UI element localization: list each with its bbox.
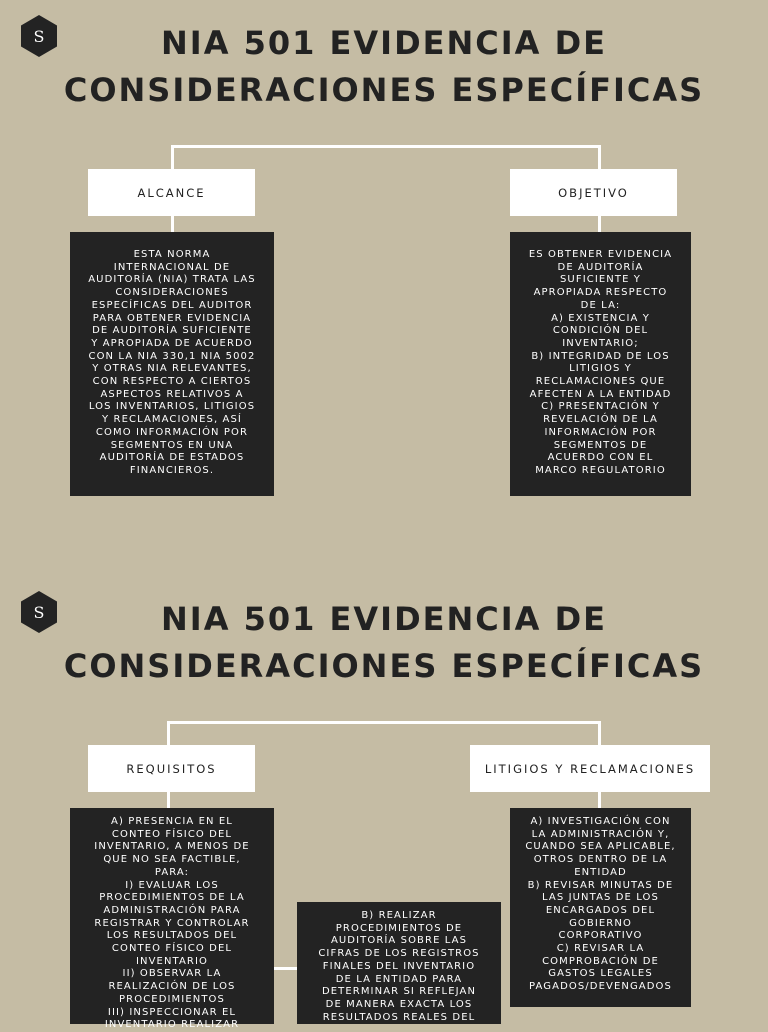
label-alcance: ALCANCE [88,169,255,216]
connector-horizontal [167,721,601,724]
title-line-2: CONSIDERACIONES ESPECÍFICAS [63,71,705,109]
connector-middle [274,967,298,970]
title-line-1: NIA 501 EVIDENCIA DE [161,24,607,62]
connector-right-card [598,214,601,234]
card-litigios-text: A) INVESTIGACIÓN CON LA ADMINISTRACIÓN Y, CUANDO SEA APLICABLE, OTROS DENTRO DE LA ENTIDAD B) REVISAR MINUTAS DE LAS JUNTAS DE LOS ENCARGADOS DEL GOBIERNO CORPORATIVO C) REVISAR LA COMPROBACIÓN DE GASTOS LEGALES PAGADOS/DEVENGADOS [510,808,691,1007]
card-requisitos-text: A) PRESENCIA EN EL CONTEO FÍSICO DEL INVENTARIO, A MENOS DE QUE NO SEA FACTIBLE, PARA: I) EVALUAR LOS PROCEDIMIENTOS DE LA ADMINISTRACIÓN PARA REGISTRAR Y CONTROLAR LOS RESULTADOS DEL CONTEO FÍSICO DEL INVENTARIO II) OBSERVAR LA REALIZACIÓN DE LOS PROCEDIMIENTOS III) INSPECCIONAR EL INVENTARIO REALIZAR [70,808,274,1024]
connector-left-card [171,214,174,234]
card-requisitos-b-text: B) REALIZAR PROCEDIMIENTOS DE AUDITORÍA SOBRE LAS CIFRAS DE LOS REGISTROS FINALES DEL INVENTARIO DE LA ENTIDAD PARA DETERMINAR SI REFLEJAN DE MANERA EXACTA LOS RESULTADOS REALES DEL [297,902,501,1024]
logo-letter: S [33,603,45,622]
connector-left-drop [167,721,170,747]
page-title [0,20,768,114]
connector-horizontal [171,145,601,148]
connector-left-drop [171,145,174,171]
label-litigios-y-reclamaciones: LITIGIOS Y RECLAMACIONES [470,745,710,792]
title-line-2: CONSIDERACIONES ESPECÍFICAS [63,647,705,685]
connector-right-drop [598,145,601,171]
label-requisitos: REQUISITOS [88,745,255,792]
title-line-1: NIA 501 EVIDENCIA DE [161,600,607,638]
logo-letter: S [33,27,45,46]
connector-right-card [598,790,601,810]
connector-right-drop [598,721,601,747]
label-objetivo: OBJETIVO [510,169,677,216]
page-title [0,596,768,690]
card-alcance-text: ESTA NORMA INTERNACIONAL DE AUDITORÍA (NIA) TRATA LAS CONSIDERACIONES ESPECÍFICAS DEL AUDITOR PARA OBTENER EVIDENCIA DE AUDITORÍA SUFICIENTE Y APROPIADA DE ACUERDO CON LA NIA 330,1 NIA 5002 Y OTRAS NIA RELEVANTES, CON RESPECTO A CIERTOS ASPECTOS RELATIVOS A LOS INVENTARIOS, LITIGIOS Y RECLAMACIONES, ASÍ COMO INFORMACIÓN POR SEGMENTOS EN UNA AUDITORÍA DE ESTADOS FINANCIEROS. [70,232,274,496]
connector-left-card [167,790,170,810]
card-objetivo-text: ES OBTENER EVIDENCIA DE AUDITORÍA SUFICIENTE Y APROPIADA RESPECTO DE LA: A) EXISTENCIA Y CONDICIÓN DEL INVENTARIO; B) INTEGRIDAD DE LOS LITIGIOS Y RECLAMACIONES QUE AFECTEN A LA ENTIDAD C) PRESENTACIÓN Y REVELACIÓN DE LA INFORMACIÓN POR SEGMENTOS DE ACUERDO CON EL MARCO REGULATORIO [510,232,691,496]
